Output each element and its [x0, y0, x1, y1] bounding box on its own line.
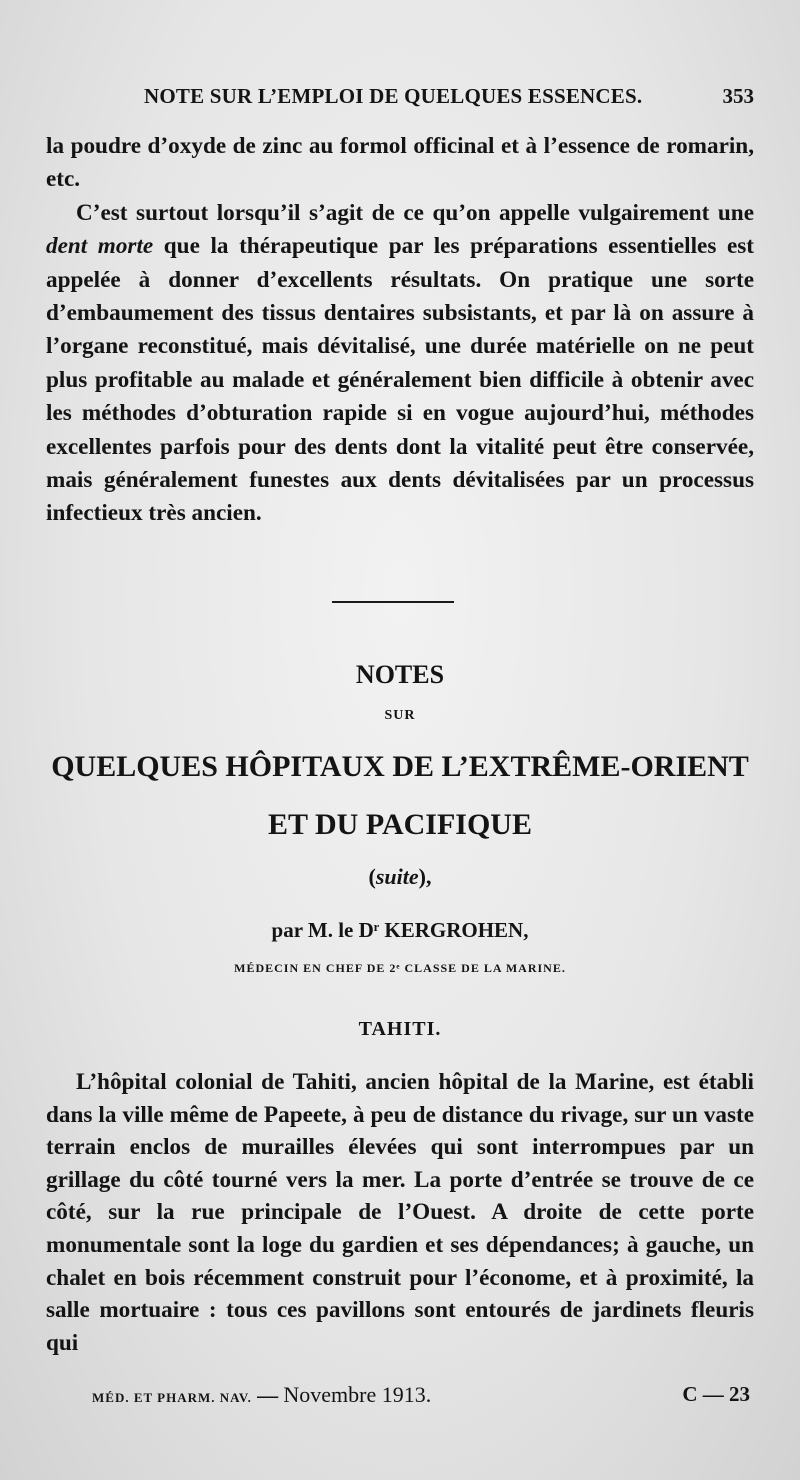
running-title: NOTE SUR L’EMPLOI DE QUELQUES ESSENCES.	[144, 84, 643, 108]
section-body	[46, 1066, 754, 1359]
italic-term: dent morte	[46, 233, 154, 260]
continued-text	[46, 130, 754, 531]
article-connector: SUR	[384, 708, 416, 723]
suite-open: (	[368, 864, 376, 889]
running-header	[46, 84, 754, 114]
footer-dash: —	[251, 1383, 284, 1407]
article-kicker: NOTES	[355, 660, 445, 689]
paragraph-tahiti: L’hôpital colonial de Tahiti, ancien hôpital de la Marine, est établi dans la ville même de Papeete, à peu de distance du rivage, sur un vaste terrain enclos de murailles élevées qui sont interrompues par un grillage du côté tourné vers la mer. La porte d’entrée se trouve de ce côté, sur la rue principale de l’Ouest. A droite de cette porte monumentale sont la loge du gardien et ses dépendances; à gauche, un chalet en bois récemment construit pour l’économe, et à proximité, la salle mortuaire : tous ces pavillons sont entourés de jardinets fleuris qui	[46, 1069, 754, 1356]
article-suite	[0, 864, 800, 890]
footer-journal: MÉD. ET PHARM. NAV.	[92, 1390, 252, 1405]
page-footer	[46, 1382, 754, 1412]
footer-signature: C — 23	[682, 1382, 750, 1406]
author-rank: MÉDECIN EN CHEF DE 2ᵉ CLASSE DE LA MARINE.	[234, 961, 566, 975]
suite-close: ),	[418, 864, 432, 889]
page-number: 353	[722, 84, 754, 108]
footer-journal-date	[92, 1382, 431, 1408]
paragraph-text-start: C’est surtout lorsqu’il s’agit de ce qu’on appelle vulgairement une	[76, 199, 754, 226]
article-title-line1: QUELQUES HÔPITAUX DE L’EXTRÊME-ORIENT	[51, 750, 749, 783]
article-author: par M. le Dʳ KERGROHEN,	[271, 918, 529, 942]
article-title-line2: ET DU PACIFIQUE	[268, 808, 532, 841]
paragraph-continued: la poudre d’oxyde de zinc au formol officinal et à l’essence de romarin, etc.	[46, 133, 754, 193]
suite-word: suite	[375, 864, 419, 889]
section-divider	[332, 601, 454, 603]
footer-date: Novembre 1913.	[283, 1382, 432, 1407]
paragraph-dent-morte	[46, 197, 754, 531]
section-heading: TAHITI.	[358, 1018, 442, 1040]
paragraph-text-end: que la thérapeutique par les préparations essentielles est appelée à donner d’excellents résultats. On pratique une sorte d’embaumement des tissus dentaires subsistants, et par là on assure à l’organe reconstitué, mais dévitalisé, une durée matérielle on ne peut plus profitable au malade et généralement bien difficile à obtenir avec les méthodes d’obturation rapide si en vogue aujourd’hui, méthodes excellentes parfois pour des dents dont la vitalité peut être conservée, mais généralement funestes aux dents dévitalisées par un processus infectieux très ancien.	[46, 233, 754, 527]
